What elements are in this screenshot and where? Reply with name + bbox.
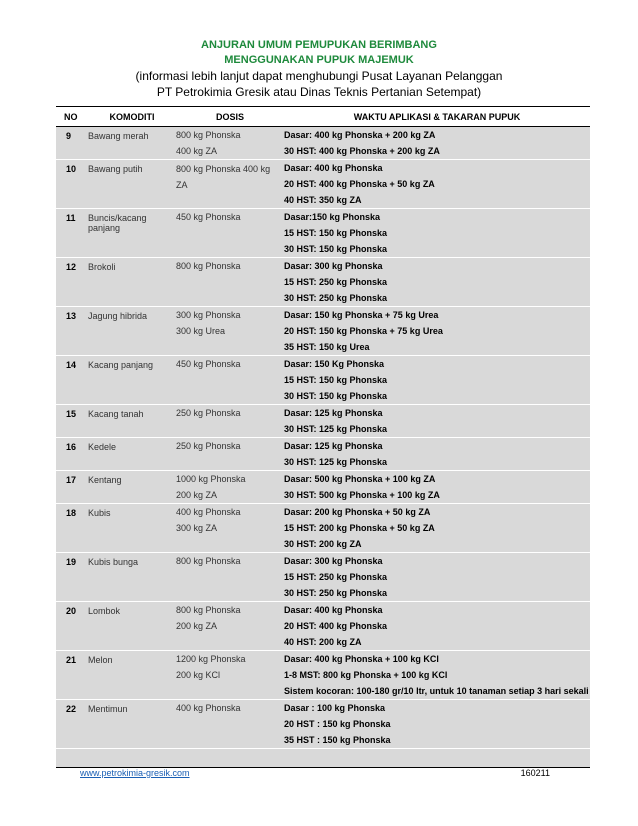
row-number: 12 xyxy=(56,258,88,307)
row-number: 19 xyxy=(56,553,88,602)
dosage-cell xyxy=(176,307,284,356)
table-row xyxy=(56,504,590,553)
application-line: Dasar: 400 kg Phonska + 200 kg ZA xyxy=(284,130,436,140)
application-cell xyxy=(284,700,590,749)
commodity-cell: Kacang tanah xyxy=(88,405,176,438)
application-cell xyxy=(284,553,590,602)
dosage-cell xyxy=(176,504,284,553)
table-body xyxy=(56,127,590,768)
dosage-line: 450 kg Phonska xyxy=(176,212,241,222)
dosage-line: 800 kg Phonska xyxy=(176,261,241,271)
dosage-cell xyxy=(176,258,284,307)
dosage-line: 200 kg KCl xyxy=(176,670,221,680)
table-row xyxy=(56,438,590,471)
application-line: 30 HST: 250 kg Phonska xyxy=(284,588,388,598)
empty-cell xyxy=(56,749,88,768)
dosage-cell xyxy=(176,356,284,405)
empty-cell xyxy=(284,749,590,768)
row-number: 9 xyxy=(56,127,88,160)
application-line: 30 HST: 200 kg ZA xyxy=(284,539,362,549)
application-line: Dasar: 200 kg Phonska + 50 kg ZA xyxy=(284,507,431,517)
table-row xyxy=(56,405,590,438)
application-cell xyxy=(284,471,590,504)
application-line: 20 HST: 150 kg Phonska + 75 kg Urea xyxy=(284,326,443,336)
application-line: 40 HST: 200 kg ZA xyxy=(284,637,362,647)
application-cell xyxy=(284,209,590,258)
dosage-line: 400 kg ZA xyxy=(176,146,218,156)
dosage-line: 400 kg Phonska xyxy=(176,507,241,517)
table-row xyxy=(56,258,590,307)
document-code: 160211 xyxy=(520,768,550,778)
dosage-line: 300 kg Urea xyxy=(176,326,226,336)
table-row xyxy=(56,553,590,602)
application-line: Dasar: 400 kg Phonska + 100 kg KCl xyxy=(284,654,439,664)
fertilizer-table xyxy=(56,106,590,768)
application-line: Dasar: 125 kg Phonska xyxy=(284,441,383,451)
commodity-cell: Kubis xyxy=(88,504,176,553)
application-line: Dasar: 300 kg Phonska xyxy=(284,261,383,271)
commodity-cell: Lombok xyxy=(88,602,176,651)
application-line: 30 HST: 125 kg Phonska xyxy=(284,424,388,434)
commodity-cell: Kedele xyxy=(88,438,176,471)
row-number: 18 xyxy=(56,504,88,553)
dosage-line: 250 kg Phonska xyxy=(176,408,241,418)
application-line: 15 HST: 200 kg Phonska + 50 kg ZA xyxy=(284,523,435,533)
application-line: Dasar : 100 kg Phonska xyxy=(284,703,386,713)
commodity-cell: Kentang xyxy=(88,471,176,504)
application-line: 35 HST: 150 kg Urea xyxy=(284,342,370,352)
application-line: 15 HST: 150 kg Phonska xyxy=(284,375,388,385)
application-line: 30 HST: 500 kg Phonska + 100 kg ZA xyxy=(284,490,440,500)
table-header-row xyxy=(56,107,590,127)
row-number: 20 xyxy=(56,602,88,651)
commodity-cell: Jagung hibrida xyxy=(88,307,176,356)
dosage-cell xyxy=(176,700,284,749)
table-row xyxy=(56,602,590,651)
application-cell xyxy=(284,307,590,356)
document-title: ANJURAN UMUM PEMUPUKAN BERIMBANG xyxy=(201,39,437,51)
commodity-cell: Kubis bunga xyxy=(88,553,176,602)
application-cell xyxy=(284,160,590,209)
page-footer xyxy=(80,768,550,778)
application-cell xyxy=(284,504,590,553)
dosage-line: 450 kg Phonska xyxy=(176,359,241,369)
application-line: 20 HST : 150 kg Phonska xyxy=(284,719,391,729)
dosage-line: 800 kg Phonska 400 kg ZA xyxy=(176,164,271,190)
row-number: 11 xyxy=(56,209,88,258)
commodity-cell: Kacang panjang xyxy=(88,356,176,405)
application-cell xyxy=(284,438,590,471)
column-header-waktu: WAKTU APLIKASI & TAKARAN PUPUK xyxy=(284,107,590,127)
website-link[interactable]: www.petrokimia-gresik.com xyxy=(80,768,190,778)
application-line: 20 HST: 400 kg Phonska + 50 kg ZA xyxy=(284,179,435,189)
application-line: 15 HST: 250 kg Phonska xyxy=(284,572,388,582)
commodity-cell: Bawang putih xyxy=(88,160,176,209)
empty-cell xyxy=(88,749,176,768)
commodity-cell: Mentimun xyxy=(88,700,176,749)
application-cell xyxy=(284,602,590,651)
application-line: Dasar: 300 kg Phonska xyxy=(284,556,383,566)
row-number: 21 xyxy=(56,651,88,700)
table-row xyxy=(56,127,590,160)
application-cell xyxy=(284,356,590,405)
table-row xyxy=(56,471,590,504)
dosage-line: 800 kg Phonska xyxy=(176,130,241,140)
row-number: 16 xyxy=(56,438,88,471)
application-line: Sistem kocoran: 100-180 gr/10 ltr, untuk 10 tanaman setiap 3 hari sekali xyxy=(284,686,589,696)
row-number: 10 xyxy=(56,160,88,209)
dosage-cell xyxy=(176,127,284,160)
table-row xyxy=(56,160,590,209)
dosage-line: 200 kg ZA xyxy=(176,621,218,631)
application-line: 30 HST: 150 kg Phonska xyxy=(284,244,388,254)
application-line: 30 HST: 150 kg Phonska xyxy=(284,391,388,401)
dosage-line: 250 kg Phonska xyxy=(176,441,241,451)
application-line: 30 HST: 250 kg Phonska xyxy=(284,293,388,303)
dosage-line: 300 kg ZA xyxy=(176,523,218,533)
document-subtitle: MENGGUNAKAN PUPUK MAJEMUK xyxy=(224,54,414,66)
dosage-cell xyxy=(176,160,284,209)
table-empty-row xyxy=(56,749,590,768)
column-header-dosis: DOSIS xyxy=(176,107,284,127)
table-row xyxy=(56,356,590,405)
empty-cell xyxy=(176,749,284,768)
info-note-line2: PT Petrokimia Gresik atau Dinas Teknis Pertanian Setempat) xyxy=(156,85,482,99)
application-cell xyxy=(284,405,590,438)
application-line: Dasar: 125 kg Phonska xyxy=(284,408,383,418)
application-line: 30 HST: 400 kg Phonska + 200 kg ZA xyxy=(284,146,440,156)
dosage-line: 1000 kg Phonska xyxy=(176,474,246,484)
row-number: 15 xyxy=(56,405,88,438)
dosage-line: 800 kg Phonska xyxy=(176,556,241,566)
dosage-cell xyxy=(176,651,284,700)
application-line: 1-8 MST: 800 kg Phonska + 100 kg KCl xyxy=(284,670,448,680)
dosage-cell xyxy=(176,602,284,651)
table-row xyxy=(56,209,590,258)
application-line: 30 HST: 125 kg Phonska xyxy=(284,457,388,467)
application-line: Dasar: 400 kg Phonska xyxy=(284,605,383,615)
column-header-komoditi: KOMODITI xyxy=(88,107,176,127)
dosage-cell xyxy=(176,438,284,471)
application-line: 15 HST: 250 kg Phonska xyxy=(284,277,388,287)
dosage-cell xyxy=(176,553,284,602)
commodity-cell: Buncis/kacang panjang xyxy=(88,209,176,258)
dosage-line: 800 kg Phonska xyxy=(176,605,241,615)
dosage-line: 300 kg Phonska xyxy=(176,310,241,320)
dosage-line: 400 kg Phonska xyxy=(176,703,241,713)
document-header xyxy=(0,38,638,100)
table-row xyxy=(56,700,590,749)
dosage-cell xyxy=(176,209,284,258)
application-cell xyxy=(284,651,590,700)
application-line: Dasar:150 kg Phonska xyxy=(284,212,381,222)
table-row xyxy=(56,307,590,356)
column-header-no: NO xyxy=(56,107,88,127)
application-line: Dasar: 150 kg Phonska + 75 kg Urea xyxy=(284,310,439,320)
application-cell xyxy=(284,127,590,160)
commodity-cell: Melon xyxy=(88,651,176,700)
application-line: 20 HST: 400 kg Phonska xyxy=(284,621,388,631)
row-number: 22 xyxy=(56,700,88,749)
table-row xyxy=(56,651,590,700)
application-line: Dasar: 150 Kg Phonska xyxy=(284,359,385,369)
application-line: Dasar: 500 kg Phonska + 100 kg ZA xyxy=(284,474,436,484)
application-cell xyxy=(284,258,590,307)
commodity-cell: Brokoli xyxy=(88,258,176,307)
dosage-cell xyxy=(176,405,284,438)
dosage-cell xyxy=(176,471,284,504)
application-line: 40 HST: 350 kg ZA xyxy=(284,195,362,205)
application-line: Dasar: 400 kg Phonska xyxy=(284,163,383,173)
application-line: 35 HST : 150 kg Phonska xyxy=(284,735,391,745)
application-line: 15 HST: 150 kg Phonska xyxy=(284,228,388,238)
info-note-line1: (informasi lebih lanjut dapat menghubungi Pusat Layanan Pelanggan xyxy=(135,69,503,83)
dosage-line: 200 kg ZA xyxy=(176,490,218,500)
row-number: 17 xyxy=(56,471,88,504)
row-number: 14 xyxy=(56,356,88,405)
commodity-cell: Bawang merah xyxy=(88,127,176,160)
row-number: 13 xyxy=(56,307,88,356)
dosage-line: 1200 kg Phonska xyxy=(176,654,246,664)
